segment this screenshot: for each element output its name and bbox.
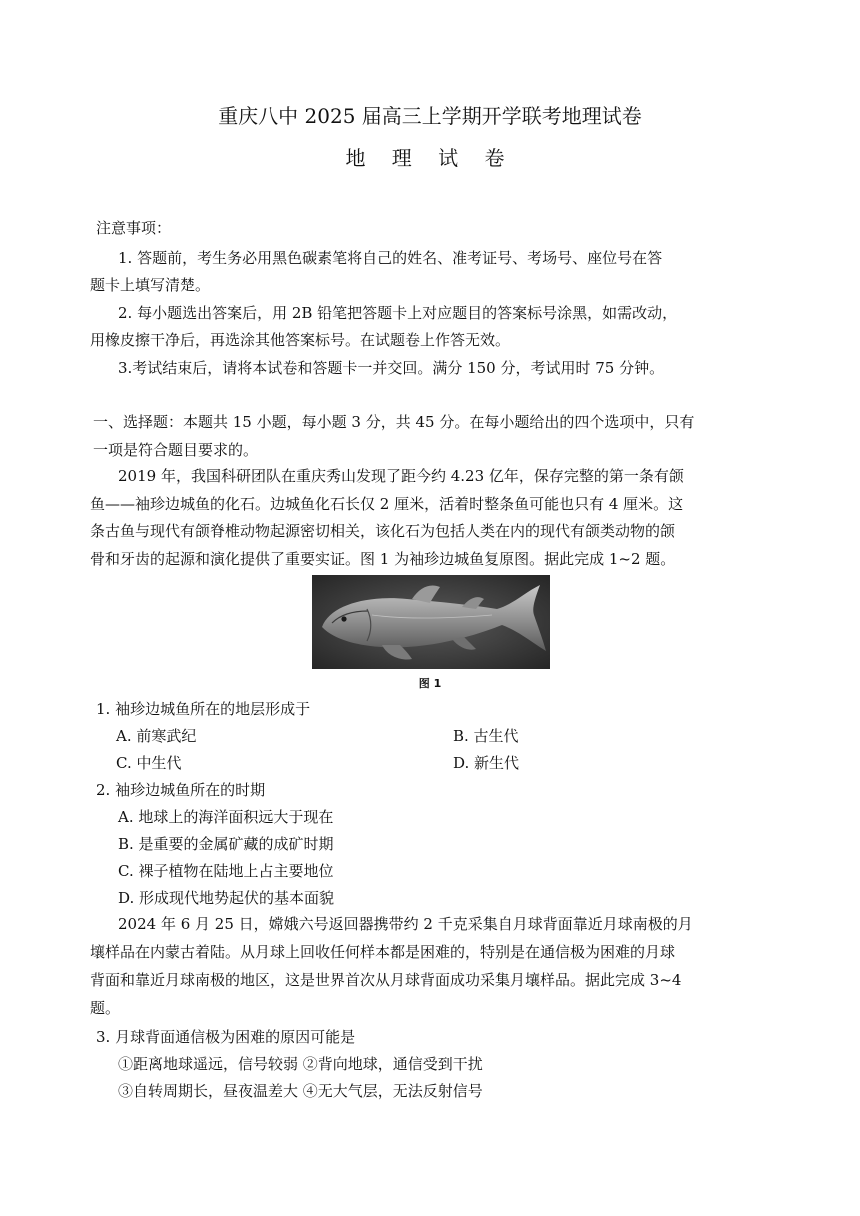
q1-option-a: A. 前寒武纪 — [116, 727, 197, 745]
passage-2-line-4: 题。 — [90, 999, 121, 1017]
notice-heading: 注意事项： — [96, 219, 172, 237]
notice-item-1-line-1: 1. 答题前，考生务必用黑色碳素笔将自己的姓名、准考证号、考场号、座位号在答 — [118, 249, 663, 267]
q1-option-c: C. 中生代 — [116, 754, 182, 772]
q2-option-b: B. 是重要的金属矿藏的成矿时期 — [118, 835, 334, 853]
notice-item-3: 3.考试结束后，请将本试卷和答题卡一并交回。满分 150 分，考试用时 75 分钟。 — [118, 359, 665, 377]
exam-title: 重庆八中 2025 届高三上学期开学联考地理试卷 — [218, 104, 642, 128]
passage-2-line-2: 壤样品在内蒙古着陆。从月球上回收任何样本都是困难的，特别是在通信极为困难的月球 — [90, 943, 676, 961]
passage-1-line-2: 鱼——袖珍边城鱼的化石。边城鱼化石长仅 2 厘米，活着时整条鱼可能也只有 4 厘米。这 — [90, 495, 684, 513]
q3-options-line-1: ①距离地球遥远，信号较弱 ②背向地球，通信受到干扰 — [118, 1055, 483, 1073]
passage-2-line-1: 2024 年 6 月 25 日，嫦娥六号返回器携带约 2 千克采集自月球背面靠近月球南极的月 — [118, 915, 693, 933]
notice-item-1-line-2: 题卡上填写清楚。 — [90, 276, 211, 294]
fish-reconstruction-image — [312, 575, 550, 669]
passage-1-line-4: 骨和牙齿的起源和演化提供了重要实证。图 1 为袖珍边城鱼复原图。据此完成 1~2 题。 — [90, 550, 676, 568]
notice-item-2-line-2: 用橡皮擦干净后，再选涂其他答案标号。在试题卷上作答无效。 — [90, 331, 511, 349]
passage-2-line-3: 背面和靠近月球南极的地区，这是世界首次从月球背面成功采集月壤样品。据此完成 3~4 — [90, 971, 682, 989]
q2-option-a: A. 地球上的海洋面积远大于现在 — [118, 808, 334, 826]
q2-option-d: D. 形成现代地势起伏的基本面貌 — [118, 889, 335, 907]
q2-stem: 2. 袖珍边城鱼所在的时期 — [96, 781, 266, 799]
section-1-line-2: 一项是符合题目要求的。 — [93, 441, 259, 459]
figure-1-caption: 图 1 — [418, 677, 442, 690]
q3-options-line-2: ③自转周期长，昼夜温差大 ④无大气层，无法反射信号 — [118, 1082, 483, 1100]
q3-stem: 3. 月球背面通信极为困难的原因可能是 — [96, 1028, 356, 1046]
exam-subtitle: 地 理 试 卷 — [345, 146, 515, 170]
q1-option-b: B. 古生代 — [453, 727, 519, 745]
passage-1-line-1: 2019 年，我国科研团队在重庆秀山发现了距今约 4.23 亿年，保存完整的第一条有颌 — [118, 467, 684, 485]
q2-option-c: C. 裸子植物在陆地上占主要地位 — [118, 862, 334, 880]
notice-item-2-line-1: 2. 每小题选出答案后，用 2B 铅笔把答题卡上对应题目的答案标号涂黑，如需改动， — [118, 304, 678, 322]
passage-1-line-3: 条古鱼与现代有颌脊椎动物起源密切相关，该化石为包括人类在内的现代有颌类动物的颌 — [90, 522, 676, 540]
q1-option-d: D. 新生代 — [453, 754, 520, 772]
section-1-line-1: 一、选择题：本题共 15 小题，每小题 3 分，共 45 分。在每小题给出的四个选项中，只有 — [93, 413, 695, 431]
q1-stem: 1. 袖珍边城鱼所在的地层形成于 — [96, 700, 311, 718]
